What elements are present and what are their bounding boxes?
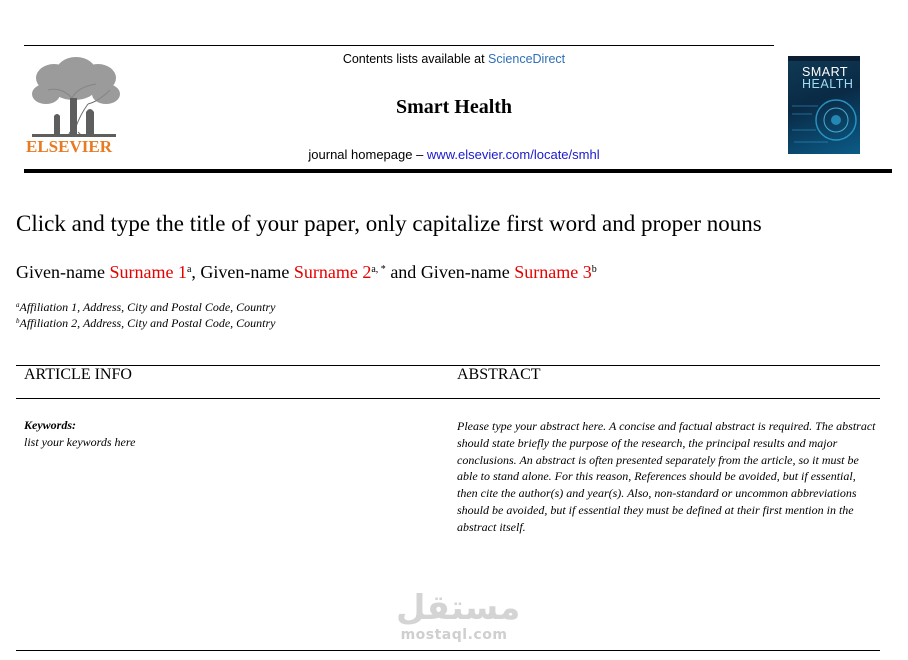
paper-title[interactable]: Click and type the title of your paper, only capitalize first word and proper nouns [16,211,762,236]
abstract-text[interactable]: Please type your abstract here. A concise and factual abstract is required. The abstract should state briefly the purpose of the research, the principal results and major conclusions. An abstract is often presented separately from the article, so it must be able to stand alone. For this reason, References should be avoided, but if essential, then cite the author(s) and year(s). Also, non-standard or uncommon abbreviations should be avoided, but if essential they must be defined at their first mention in the abstract itself. [457,419,876,534]
journal-cover [788,56,860,154]
homepage-prefix: journal homepage – [308,147,427,162]
contents-prefix: Contents lists available at [342,52,489,66]
author-affil-mark: a [186,264,192,275]
affiliation-mark: a [16,301,20,309]
author-affil-mark: a, * [371,264,386,275]
cover-title [802,66,858,90]
author-given-name: Given-name [420,262,515,282]
author-separator: and [385,262,421,282]
author-given-name: Given-name [200,262,294,282]
homepage-link[interactable]: www.elsevier.com/locate/smhl [426,147,600,162]
author-affil-mark: b [591,264,597,275]
section-top-rule [16,365,880,366]
author-given-name: Given-name [16,262,110,282]
journal-title: Smart Health [395,96,513,118]
author-separator: , [191,262,201,282]
sciencedirect-link[interactable]: ScienceDirect [488,52,566,66]
affiliation-mark: b [16,317,20,325]
watermark-latin: mostaql.com [400,627,508,643]
author-surname: Surname 1 [109,262,187,282]
affiliation-text: Affiliation 2, Address, City and Postal Code, Country [19,316,276,330]
author-surname: Surname 3 [514,262,592,282]
affiliation-2[interactable] [16,316,276,331]
article-info-heading: ARTICLE INFO [24,366,132,383]
homepage-line [0,147,908,162]
keywords-value[interactable]: list your keywords here [24,435,136,449]
author-surname: Surname 2 [293,262,372,282]
header-top-rule [24,45,774,46]
author-list[interactable] [16,262,597,283]
abstract-heading: ABSTRACT [457,366,541,383]
publisher-name: ELSEVIER [26,137,112,156]
watermark-arabic: مستقل [396,588,521,628]
contents-line [0,52,908,66]
cover-title-line1: SMART [802,65,849,79]
section-bottom-rule [16,650,880,651]
affiliation-1[interactable] [16,300,276,315]
keywords-label: Keywords: [24,418,76,432]
header-bottom-rule [24,169,892,173]
affiliation-text: Affiliation 1, Address, City and Postal Code, Country [19,300,276,314]
cover-title-line2: HEALTH [802,77,854,91]
section-head-rule [16,398,880,399]
